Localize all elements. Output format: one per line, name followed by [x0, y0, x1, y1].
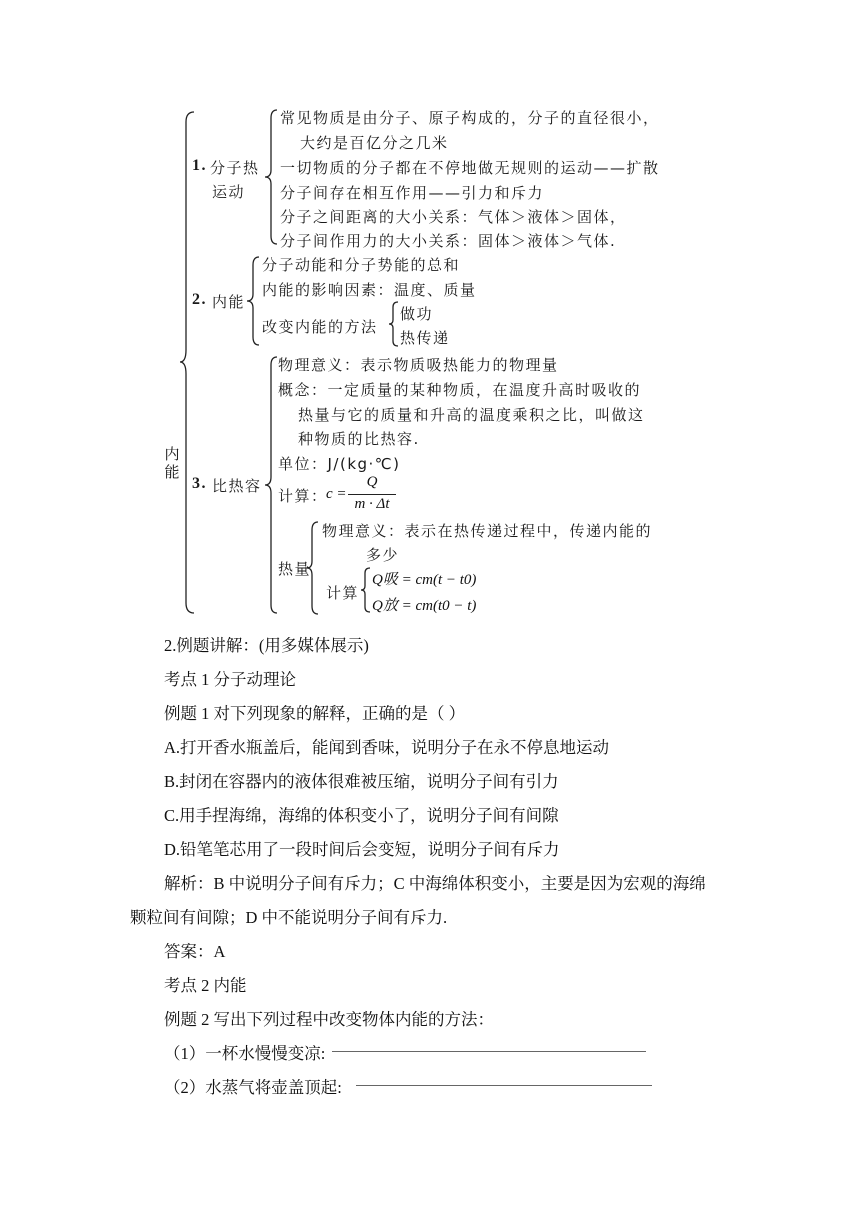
section3-label: 比热容: [212, 477, 262, 495]
fraction-numerator: Q: [366, 474, 378, 490]
subquestion-1: （1）一杯水慢慢变凉:: [164, 1044, 326, 1063]
heat-released-formula: Q放 = cm(t0 − t): [372, 598, 477, 614]
section1-item-1: 常见物质是由分子、原子构成的，分子的直径很小，: [280, 109, 660, 127]
root-label: 内 能: [164, 445, 180, 481]
section3-number: 3.: [192, 475, 207, 492]
section1-brace: [264, 108, 280, 246]
section2-label: 内能: [212, 293, 246, 311]
topic-2-heading: 考点 2 内能: [164, 976, 247, 995]
root-brace: [178, 110, 198, 615]
section2-item-3: 改变内能的方法: [262, 318, 378, 336]
section2-brace: [246, 255, 262, 347]
option-b: B.封闭在容器内的液体很难被压缩，说明分子间有引力: [164, 772, 559, 791]
section1-item-2: 一切物质的分子都在不停地做无规则的运动——扩散: [280, 159, 660, 177]
section3-item-concept: 概念：一定质量的某种物质，在温度升高时吸收的: [278, 381, 642, 399]
method-work: 做功: [400, 305, 434, 323]
subquestion-2: （2）水蒸气将壶盖顶起:: [164, 1078, 342, 1097]
heat-calc-label: 计算: [326, 584, 360, 602]
knowledge-mindmap: [160, 100, 680, 620]
section2-number: 2.: [192, 291, 207, 308]
option-c: C.用手捏海绵，海绵的体积变小了，说明分子间有间隙: [164, 806, 559, 825]
section3-item-concept-cont2: 种物质的比热容.: [298, 430, 420, 448]
heat-label: 热量: [278, 560, 312, 578]
heat-calc-brace: [360, 566, 372, 614]
section2-item-2: 内能的影响因素：温度、质量: [262, 281, 477, 299]
fraction-denominator: m · Δt: [354, 496, 390, 512]
option-a: A.打开香水瓶盖后，能闻到香味，说明分子在永不停息地运动: [164, 738, 610, 757]
section-heading: 2.例题讲解：(用多媒体展示): [164, 636, 369, 655]
option-d: D.铅笔笔芯用了一段时间后会变短，说明分子间有斥力: [164, 840, 560, 859]
specific-heat-fraction: [348, 474, 396, 514]
topic-1-heading: 考点 1 分子动理论: [164, 670, 296, 689]
section2-item-1: 分子动能和分子势能的总和: [262, 256, 461, 274]
analysis-line-1: 解析：B 中说明分子间有斥力；C 中海绵体积变小，主要是因为宏观的海绵: [164, 874, 706, 893]
heat-meaning-cont: 多少: [366, 546, 400, 564]
section1-item-1-cont: 大约是百亿分之几米: [300, 134, 449, 152]
specific-heat-formula-lhs: c =: [326, 486, 347, 502]
section1-item-3: 分子间存在相互作用——引力和斥力: [280, 184, 545, 202]
section1-label-line1: 分子热: [210, 159, 260, 177]
answer-blank-2[interactable]: [356, 1085, 652, 1086]
example-2-question: 例题 2 写出下列过程中改变物体内能的方法：: [164, 1010, 494, 1029]
analysis-line-2: 颗粒间有间隙；D 中不能说明分子间有斥力.: [130, 908, 448, 927]
section3-item-concept-cont1: 热量与它的质量和升高的温度乘积之比，叫做这: [298, 406, 645, 424]
section3-item-unit: 单位：J/(kg·℃): [278, 455, 401, 473]
section1-item-5: 分子间作用力的大小关系：固体＞液体＞气体.: [280, 232, 617, 250]
section1-number: 1.: [192, 157, 207, 174]
example-1-question: 例题 1 对下列现象的解释，正确的是（ ）: [164, 704, 466, 723]
fraction-bar: [348, 494, 396, 495]
method-heat-transfer: 热传递: [400, 329, 450, 347]
section3-item-meaning: 物理意义：表示物质吸热能力的物理量: [278, 356, 559, 374]
heat-absorbed-formula: Q吸 = cm(t − t0): [372, 572, 477, 588]
section1-item-4: 分子之间距离的大小关系：气体＞液体＞固体，: [280, 208, 627, 226]
section3-item-calc: 计算：: [278, 487, 328, 505]
section1-label-line2: 运动: [212, 183, 246, 201]
answer: 答案：A: [164, 942, 226, 961]
heat-meaning: 物理意义：表示在热传递过程中，传递内能的: [322, 522, 653, 540]
section2-methods-brace: [388, 300, 400, 348]
answer-blank-1[interactable]: [332, 1051, 646, 1052]
